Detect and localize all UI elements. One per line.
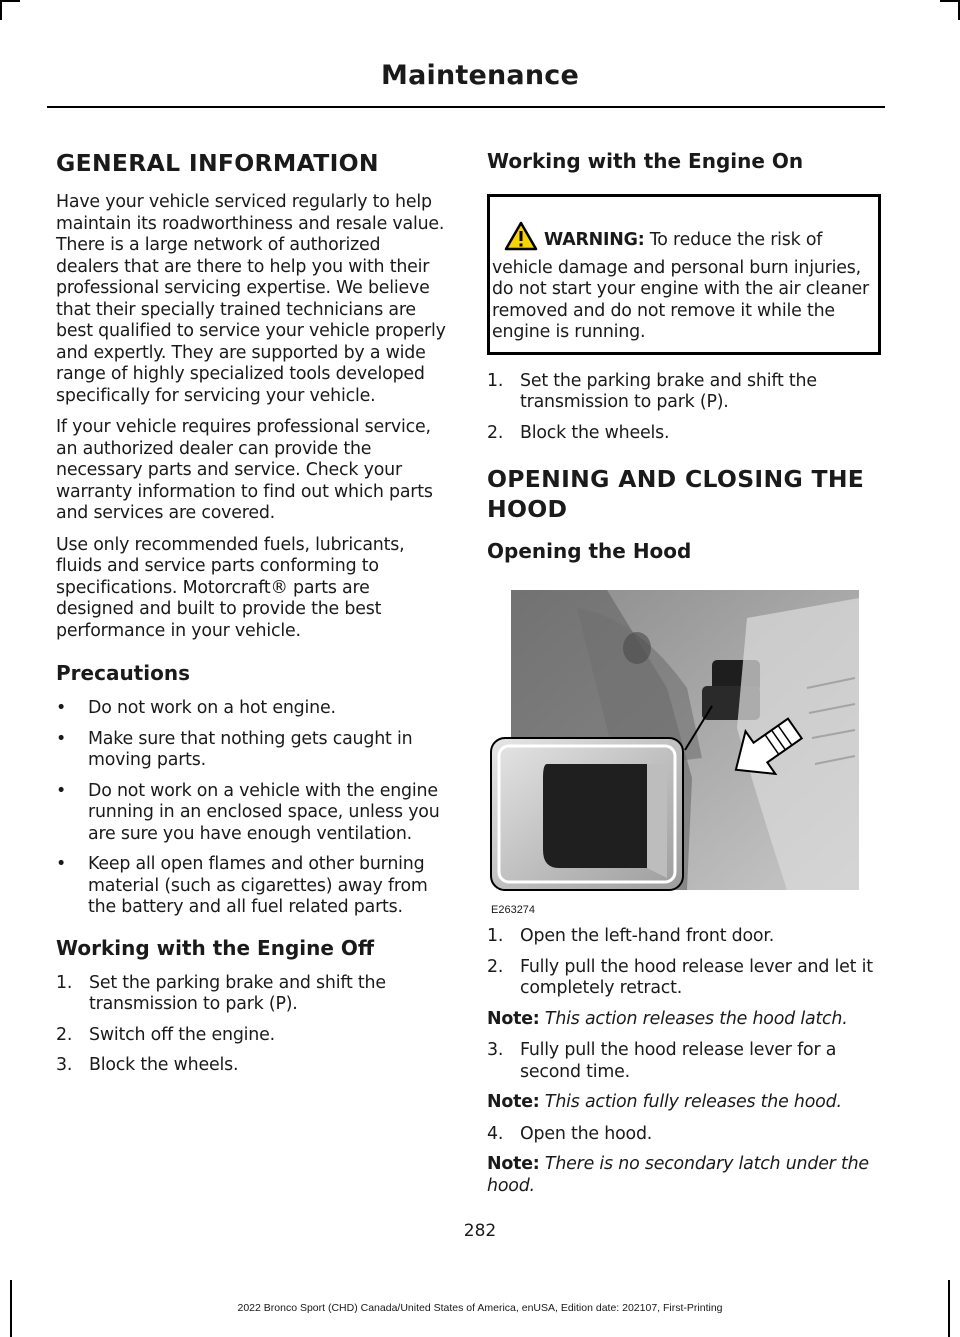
hood-step-list bbox=[487, 1124, 881, 1146]
step-number: 4. bbox=[487, 1123, 504, 1144]
warning-box bbox=[487, 194, 881, 355]
bullet: • bbox=[56, 698, 67, 718]
hood-heading: OPENING AND CLOSING THE HOOD bbox=[487, 465, 865, 523]
crop-mark bbox=[0, 0, 2, 20]
step-item bbox=[487, 371, 881, 414]
step-text: Block the wheels. bbox=[89, 1055, 239, 1075]
step-item bbox=[487, 1040, 881, 1083]
crop-mark bbox=[0, 0, 20, 2]
paragraph: Use only recommended fuels, lubricants, fluids and service parts conforming to specifications. Motorcraft® parts are designed and built to provide the best performance in your vehicle. bbox=[56, 534, 405, 641]
hood-steps bbox=[487, 926, 881, 1197]
step-text: Fully pull the hood release lever for a second time. bbox=[520, 1040, 837, 1082]
page-footer: 2022 Bronco Sport (CHD) Canada/United States of America, enUSA, Edition date: 202107, First-Printing bbox=[237, 1302, 723, 1314]
note-text: This action fully releases the hood. bbox=[539, 1092, 842, 1112]
step-item bbox=[56, 973, 448, 1016]
list-item bbox=[56, 781, 448, 846]
hood-step-list bbox=[487, 1040, 881, 1083]
note-label: Note: bbox=[487, 1092, 540, 1112]
note-label: Note: bbox=[487, 1154, 540, 1174]
step-number: 1. bbox=[487, 370, 504, 391]
list-item-text: Do not work on a hot engine. bbox=[88, 698, 336, 718]
engine-off-steps bbox=[56, 973, 448, 1077]
header-rule bbox=[47, 106, 885, 108]
step-text: Block the wheels. bbox=[520, 422, 670, 443]
right-column bbox=[487, 148, 881, 1207]
note bbox=[487, 1092, 881, 1114]
opening-hood-heading: Opening the Hood bbox=[487, 539, 692, 563]
step-item bbox=[487, 957, 881, 1000]
list-item-text: Make sure that nothing gets caught in moving parts. bbox=[88, 728, 413, 770]
note-text: There is no secondary latch under the hood. bbox=[487, 1154, 869, 1196]
bullet: • bbox=[56, 728, 67, 749]
step-text: Switch off the engine. bbox=[89, 1024, 275, 1045]
note-label: Note: bbox=[487, 1008, 540, 1029]
list-item bbox=[56, 698, 448, 720]
engine-on-heading: Working with the Engine On bbox=[487, 149, 804, 173]
precautions-list bbox=[56, 698, 448, 919]
paragraph: Have your vehicle serviced regularly to help maintain its roadworthiness and resale value. There is a large network of authorized dealers that are there to help you with their professional servicing expertise. We believe that their specially trained technicians are best qualified to service your vehicle properly and expertly. They are supported by a wide range of highly specialized tools developed specifically for servicing your vehicle. bbox=[56, 192, 446, 406]
engine-off-heading: Working with the Engine Off bbox=[56, 935, 375, 960]
step-number: 3. bbox=[56, 1055, 73, 1075]
bullet: • bbox=[56, 854, 67, 874]
step-number: 1. bbox=[487, 926, 504, 946]
engine-on-steps bbox=[487, 371, 881, 445]
left-column bbox=[56, 148, 448, 1087]
step-item bbox=[56, 1055, 448, 1077]
step-item bbox=[56, 1025, 448, 1047]
bullet: • bbox=[56, 780, 67, 801]
step-number: 2. bbox=[56, 1024, 73, 1045]
warning-triangle-icon bbox=[504, 221, 538, 258]
step-text: Open the hood. bbox=[520, 1123, 653, 1144]
step-item bbox=[487, 423, 881, 445]
hood-release-illustration bbox=[487, 578, 881, 914]
precautions-heading: Precautions bbox=[56, 661, 190, 685]
page-number: 282 bbox=[463, 1221, 497, 1241]
step-text: Set the parking brake and shift the transmission to park (P). bbox=[89, 972, 386, 1014]
page-header-title: Maintenance bbox=[381, 60, 579, 91]
hood-release-figure bbox=[487, 578, 881, 914]
step-number: 2. bbox=[487, 956, 504, 977]
list-item-text: Keep all open flames and other burning material (such as cigarettes) away from the battery and all fuel related parts. bbox=[88, 854, 428, 917]
warning-label: WARNING: bbox=[544, 230, 645, 250]
note-text: This action releases the hood latch. bbox=[539, 1008, 848, 1029]
list-item-text: Do not work on a vehicle with the engine running in an enclosed space, unless you are sure you have enough ventilation. bbox=[88, 780, 440, 844]
step-number: 2. bbox=[487, 422, 504, 443]
list-item bbox=[56, 854, 448, 919]
step-text: Fully pull the hood release lever and let it completely retract. bbox=[520, 956, 873, 998]
hood-step-list bbox=[487, 926, 881, 1000]
step-text: Open the left-hand front door. bbox=[520, 926, 775, 946]
paragraph: If your vehicle requires professional service, an authorized dealer can provide the necessary parts and service. Check your warranty information to find out which parts and services are covered. bbox=[56, 417, 433, 523]
crop-mark bbox=[940, 0, 960, 2]
step-number: 1. bbox=[56, 972, 73, 993]
step-item bbox=[487, 926, 881, 948]
step-text: Set the parking brake and shift the transmission to park (P). bbox=[520, 370, 817, 412]
note bbox=[487, 1009, 881, 1031]
general-information-heading: GENERAL INFORMATION bbox=[56, 149, 379, 177]
list-item bbox=[56, 729, 448, 772]
figure-id: E263274 bbox=[491, 904, 536, 916]
step-number: 3. bbox=[487, 1040, 504, 1060]
step-item bbox=[487, 1124, 881, 1146]
note bbox=[487, 1154, 881, 1197]
warning-text: To reduce the risk of vehicle damage and personal burn injuries, do not start your engine with the air cleaner removed and do not remove it while the engine is running. bbox=[492, 230, 869, 342]
